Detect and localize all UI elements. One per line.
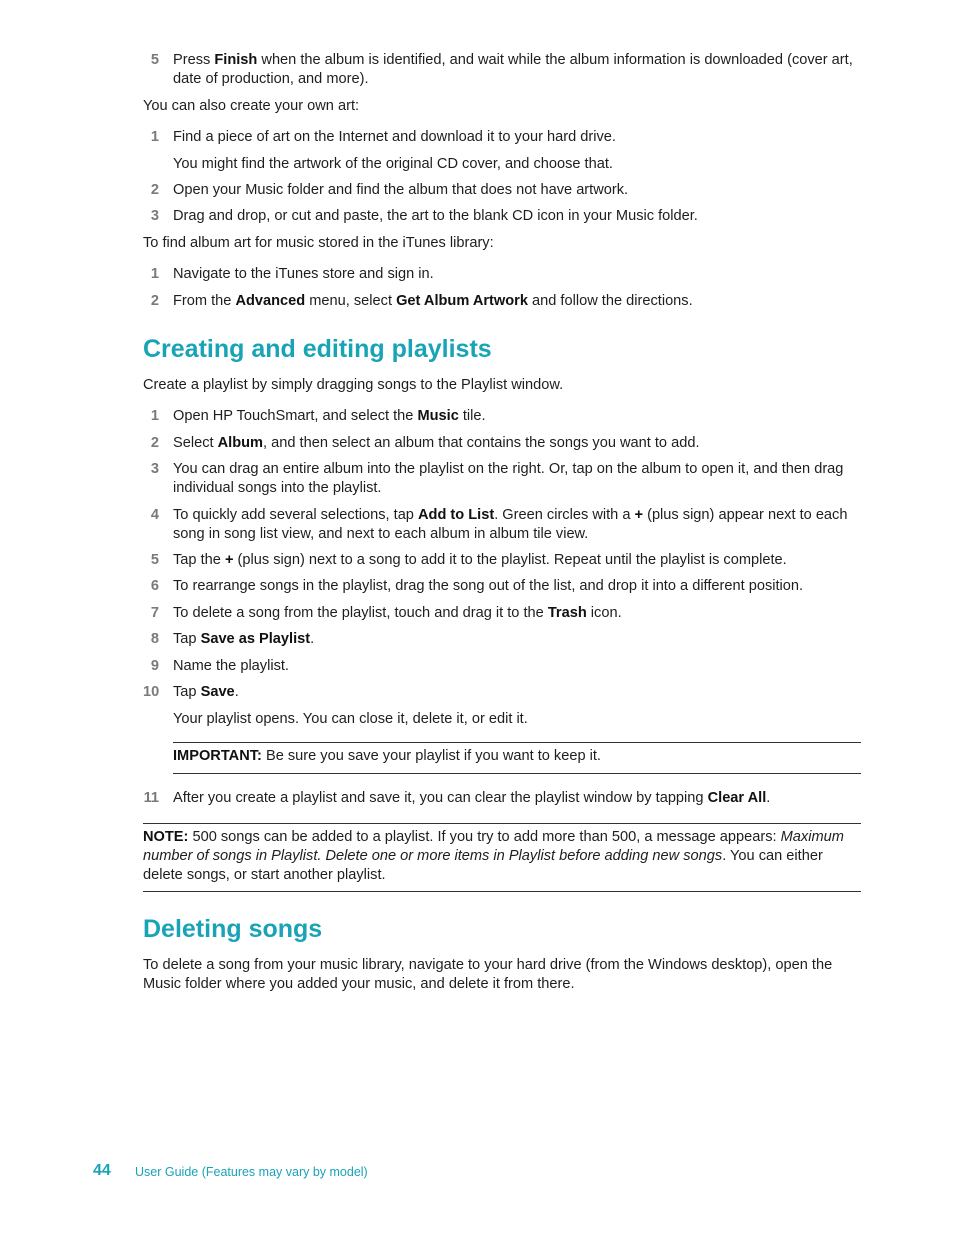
step-number: 10 bbox=[143, 684, 160, 700]
step-number: 5 bbox=[150, 52, 159, 68]
step-number: 2 bbox=[150, 182, 159, 198]
step-text: To quickly add several selections, tap Add to List. Green circles with a + (plus sign) appear next to each song in song list view, and next to each album in album tile view. bbox=[173, 507, 848, 542]
itunes-intro: To find album art for music stored in the iTunes library: bbox=[143, 235, 494, 251]
step-finish bbox=[143, 51, 861, 89]
step-text: Navigate to the iTunes store and sign in. bbox=[173, 266, 434, 282]
playlist-step-7 bbox=[143, 604, 861, 623]
step-text: Find a piece of art on the Internet and download it to your hard drive. bbox=[173, 129, 616, 145]
step-number: 3 bbox=[150, 461, 159, 477]
step-text: Name the playlist. bbox=[173, 658, 289, 674]
playlist-step-9 bbox=[143, 657, 861, 676]
step-text: Press Finish when the album is identified, and wait while the album information is downloaded (cover art, date of production, and more). bbox=[173, 52, 853, 87]
step-text: To delete a song from the playlist, touch and drag it to the Trash icon. bbox=[173, 605, 622, 621]
itunes-step-2 bbox=[143, 292, 861, 311]
step-text: Select Album, and then select an album that contains the songs you want to add. bbox=[173, 435, 700, 451]
step-text: Drag and drop, or cut and paste, the art to the blank CD icon in your Music folder. bbox=[173, 208, 698, 224]
playlist-step-1 bbox=[143, 407, 861, 426]
playlist-step-3 bbox=[143, 460, 861, 498]
note-text: NOTE: 500 songs can be added to a playlist. If you try to add more than 500, a message appears: Maximum number of songs in Playlist. Delete one or more items in Playlist before adding new songs. You can either delete songs, or start another playlist. bbox=[143, 829, 844, 883]
step-text: To rearrange songs in the playlist, drag the song out of the list, and drop it into a different position. bbox=[173, 578, 804, 594]
page-number: 44 bbox=[93, 1162, 111, 1179]
deleting-body: To delete a song from your music library, navigate to your hard drive (from the Windows desktop), open the Music folder where you added your music, and delete it from there. bbox=[143, 957, 833, 992]
note-callout bbox=[143, 823, 861, 892]
playlist-step-10-sub: Your playlist opens. You can close it, delete it, or edit it. bbox=[173, 711, 528, 727]
own-art-intro: You can also create your own art: bbox=[143, 98, 360, 114]
playlist-step-4 bbox=[143, 506, 861, 544]
step-number: 11 bbox=[143, 790, 159, 806]
step-number: 7 bbox=[150, 605, 159, 621]
step-number: 9 bbox=[150, 658, 159, 674]
step-number: 8 bbox=[150, 631, 159, 647]
section-heading-playlists: Creating and editing playlists bbox=[143, 335, 492, 363]
important-callout bbox=[173, 742, 861, 774]
step-number: 6 bbox=[150, 578, 159, 594]
step-text: From the Advanced menu, select Get Album Artwork and follow the directions. bbox=[173, 293, 693, 309]
own-art-step-2 bbox=[143, 181, 861, 200]
playlist-step-8 bbox=[143, 630, 861, 649]
step-text: After you create a playlist and save it, you can clear the playlist window by tapping Clear All. bbox=[173, 790, 771, 806]
step-text: Tap Save as Playlist. bbox=[173, 631, 315, 647]
playlists-intro: Create a playlist by simply dragging songs to the Playlist window. bbox=[143, 377, 564, 393]
step-number: 2 bbox=[150, 435, 159, 451]
step-text: Tap the + (plus sign) next to a song to add it to the playlist. Repeat until the playlist is complete. bbox=[173, 552, 787, 568]
playlist-step-5 bbox=[143, 551, 861, 570]
playlist-step-6 bbox=[143, 577, 861, 596]
important-text: IMPORTANT: Be sure you save your playlist if you want to keep it. bbox=[173, 748, 601, 764]
playlist-step-10 bbox=[143, 683, 861, 702]
step-text: Tap Save. bbox=[173, 684, 239, 700]
playlist-step-11 bbox=[143, 789, 861, 808]
own-art-sub: You might find the artwork of the original CD cover, and choose that. bbox=[173, 156, 613, 172]
step-text: Open your Music folder and find the album that does not have artwork. bbox=[173, 182, 629, 198]
itunes-step-1 bbox=[143, 265, 861, 284]
playlist-step-2 bbox=[143, 434, 861, 453]
step-number: 1 bbox=[150, 129, 159, 145]
step-number: 1 bbox=[150, 408, 159, 424]
step-number: 5 bbox=[150, 552, 159, 568]
step-number: 1 bbox=[150, 266, 159, 282]
own-art-step-3 bbox=[143, 207, 861, 226]
step-text: You can drag an entire album into the playlist on the right. Or, tap on the album to open it, and then drag individual songs into the playlist. bbox=[173, 461, 844, 496]
footer-text: User Guide (Features may vary by model) bbox=[135, 1165, 368, 1179]
section-heading-deleting: Deleting songs bbox=[143, 915, 323, 943]
step-text: Open HP TouchSmart, and select the Music tile. bbox=[173, 408, 486, 424]
step-number: 2 bbox=[150, 293, 159, 309]
own-art-step-1 bbox=[143, 128, 861, 147]
step-number: 3 bbox=[150, 208, 159, 224]
step-number: 4 bbox=[150, 507, 159, 523]
